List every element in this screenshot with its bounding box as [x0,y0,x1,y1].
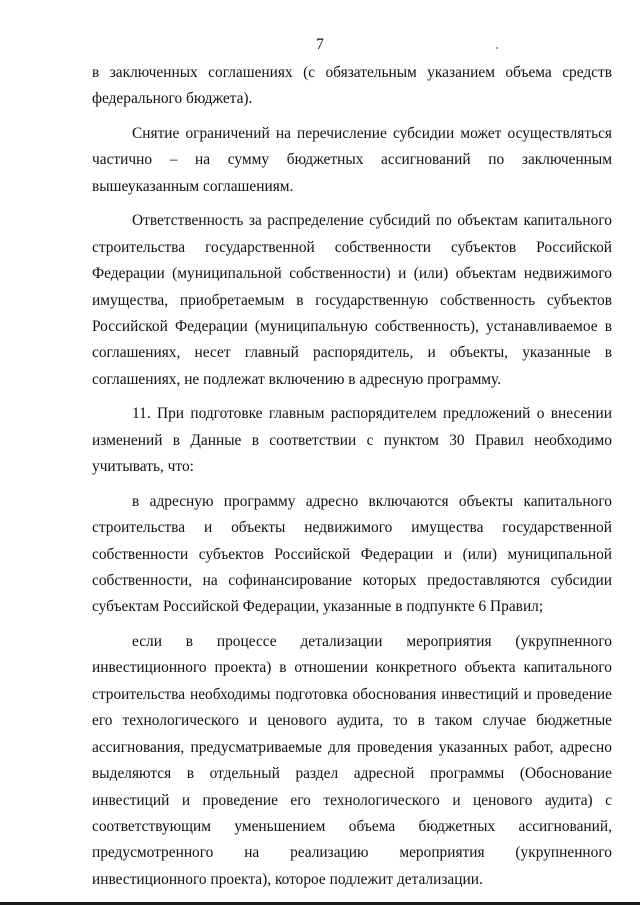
scan-speck [496,47,498,49]
paragraph-6: если в процессе детализации мероприятия (укрупненного инвестиционного проекта) в отношении конкретного объекта капитального строительства необходимы подготовка обоснования инвестиций и проведение его технологического и ценового аудита, то в таком случае бюджетные ассигнования, предусматриваемые для проведения указанных работ, адресно выделяются в отдельный раздел адресной программы (Обоснование инвестиций и проведение его технологического и ценового аудита) с соответствующим уменьшением объема бюджетных ассигнований, предусмотренного на реализацию мероприятия (укрупненного инвестиционного проекта), которое подлежит детализации. [92,633,612,888]
paragraph-3: Ответственность за распределение субсидий по объектам капитального строительства государственной собственности субъектов Российской Федерации (муниципальной собственности) и (или) объектам недвижимого имущества, приобретаемым в государственную собственность субъектов Российской Федерации (муниципальную собственность), устанавливаемое в соглашениях, несет главный распорядитель, и объекты, указанные в соглашениях, не подлежат включению в адресную программу. [92,212,612,388]
paragraph-5: в адресную программу адресно включаются объекты капитального строительства и объекты недвижимого имущества государственной собственности субъектов Российской Федерации и (или) муниципальной собственности, на софинансирование которых предоставляются субсидии субъектам Российской Федерации, указанные в подпункте 6 Правил; [92,492,612,616]
document-body [92,60,612,901]
paragraph-2: Снятие ограничений на перечисление субсидии может осуществляться частично – на сумму бюджетных ассигнований по заключенным вышеуказанным соглашениям. [92,125,612,195]
page-number: 7 [316,36,324,53]
paragraph-1: в заключенных соглашениях (с обязательным указанием объема средств федерального бюджета). [92,64,612,108]
paragraph-4: 11. При подготовке главным распорядителем предложений о внесении изменений в Данные в соответствии с пунктом 30 Правил необходимо учитывать, что: [92,405,612,476]
